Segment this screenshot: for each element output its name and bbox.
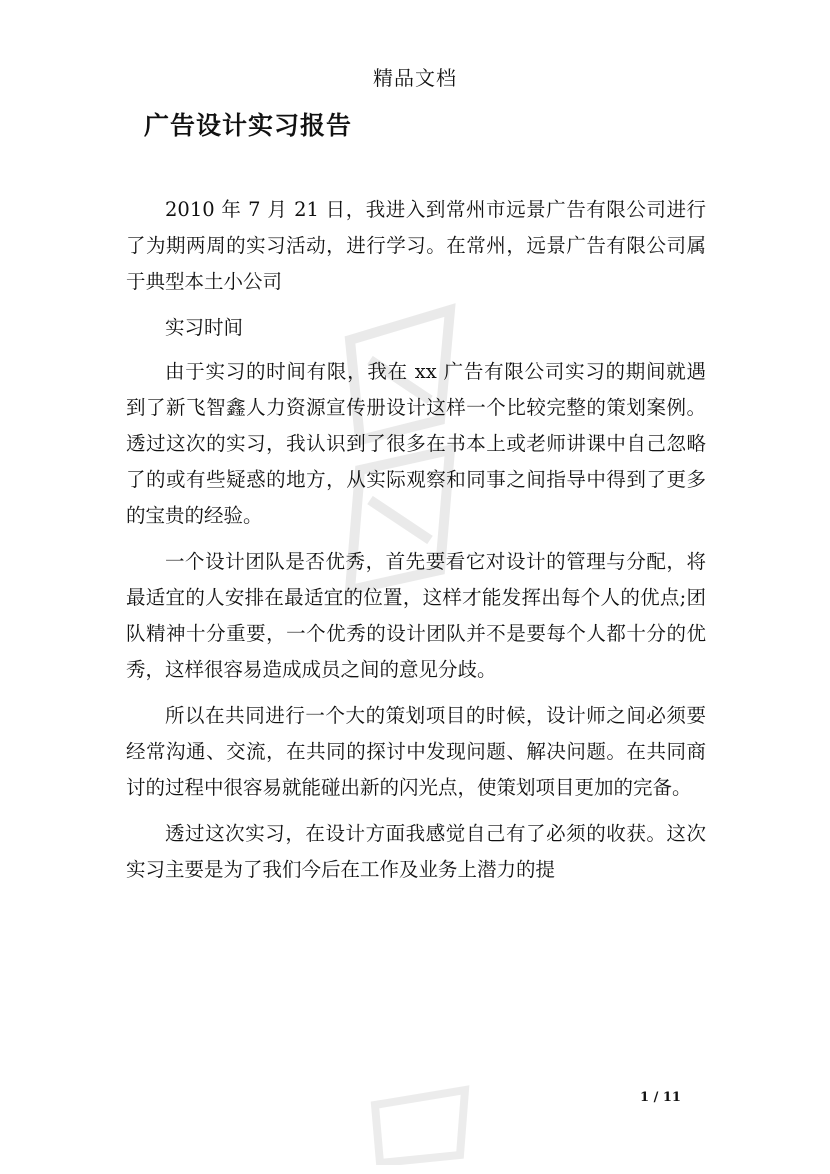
document-title: 广告设计实习报告: [144, 111, 353, 140]
page-number: 1 / 11: [640, 1090, 681, 1105]
section-heading: 实习时间: [165, 316, 244, 339]
paragraph: 透过这次实习，在设计方面我感觉自己有了必须的收获。这次实习主要是为了我们今后在工作及业务上潜力的提: [126, 822, 706, 881]
paragraph: 一个设计团队是否优秀，首先要看它对设计的管理与分配，将最适宜的人安排在最适宜的位置，这样才能发挥出每个人的优点;团队精神十分重要，一个优秀的设计团队并不是要每个人都十分的优秀，这样很容易造成成员之间的意见分歧。: [126, 550, 706, 681]
page-header: 精品文档: [373, 66, 457, 90]
paragraph: 所以在共同进行一个大的策划项目的时候，设计师之间必须要经常沟通、交流，在共同的探讨中发现问题、解决问题。在共同商讨的过程中很容易就能碰出新的闪光点，使策划项目更加的完备。: [126, 704, 706, 799]
watermark-logo-bottom: [360, 1085, 480, 1165]
paragraph: 由于实习的时间有限，我在 xx 广告有限公司实习的期间就遇到了新飞智鑫人力资源宣传册设计这样一个比较完整的策划案例。透过这次的实习，我认识到了很多在书本上或老师讲课中自己忽略了的或有些疑惑的地方，从实际观察和同事之间指导中得到了更多的宝贵的经验。: [126, 360, 706, 527]
document-body: [126, 192, 706, 898]
paragraph: 2010 年 7 月 21 日，我进入到常州市远景广告有限公司进行了为期两周的实习活动，进行学习。在常州，远景广告有限公司属于典型本土小公司: [126, 198, 706, 293]
